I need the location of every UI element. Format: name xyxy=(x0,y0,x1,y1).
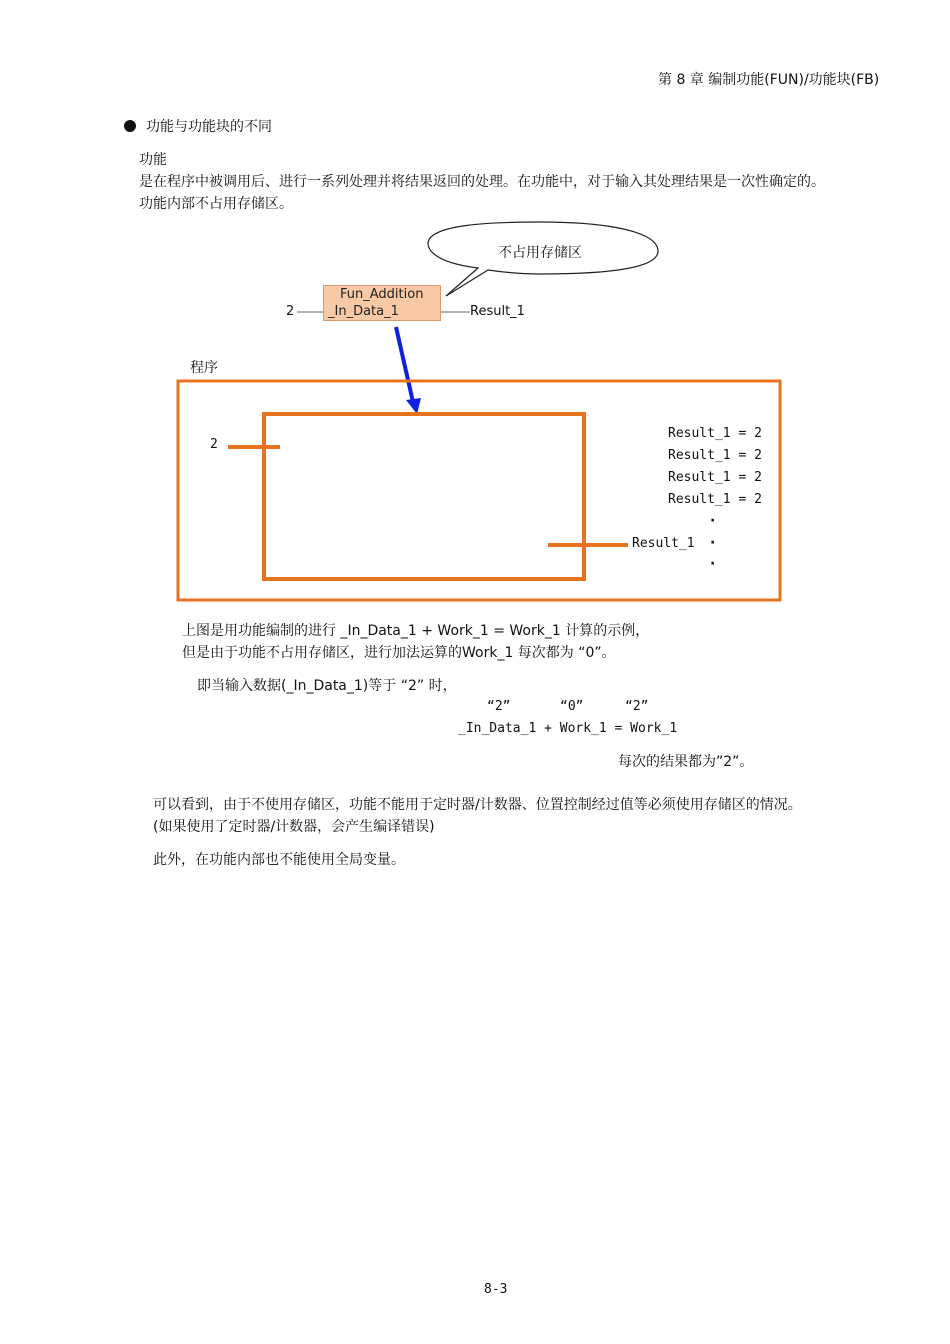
result-statement: 每次的结果都为”2”。 xyxy=(618,754,754,770)
fb-output-label: Result_1 xyxy=(470,304,525,319)
continuation-dot: · xyxy=(710,556,716,572)
continuation-dot: · xyxy=(710,513,716,529)
function-definition-line1: 是在程序中被调用后、进行一系列处理并将结果返回的处理。在功能中，对于输入其处理结果是一次性确定的。 xyxy=(139,174,825,190)
value-label: “0” xyxy=(560,699,584,714)
continuation-dot: · xyxy=(710,535,716,551)
function-definition-line2: 功能内部不占用存储区。 xyxy=(139,196,293,212)
note-line2: (如果使用了定时器/计数器，会产生编译错误) xyxy=(153,819,435,835)
result-line: Result_1 = 2 xyxy=(668,426,762,441)
explanation-line1: 上图是用功能编制的进行 _In_Data_1 + Work_1 = Work_1 计算的示例， xyxy=(182,623,650,639)
inner-input-value: 2 xyxy=(210,437,218,452)
result-line: Result_1 = 2 xyxy=(668,448,762,463)
inner-output-label: Result_1 xyxy=(632,536,695,551)
note-line1: 可以看到，由于不使用存储区，功能不能用于定时器/计数器、位置控制经过值等必须使用存储区的情况。 xyxy=(153,797,802,813)
fb-input: _In_Data_1 xyxy=(328,304,399,319)
bubble-text: 不占用存储区 xyxy=(498,245,582,261)
chapter-header: 第 8 章 编制功能(FUN)/功能块(FB) xyxy=(658,72,880,88)
call-arrow-head xyxy=(406,398,421,414)
fb-input-value: 2 xyxy=(286,304,295,319)
function-heading: 功能 xyxy=(139,152,167,168)
call-arrow-line xyxy=(396,327,413,402)
function-block-frame xyxy=(264,414,584,579)
section-title: 功能与功能块的不同 xyxy=(146,119,272,135)
formula: _In_Data_1 + Work_1 = Work_1 xyxy=(458,721,678,736)
value-label: “2” xyxy=(625,699,649,714)
fb-name: Fun_Addition xyxy=(340,287,424,302)
page-number: 8-3 xyxy=(484,1282,508,1297)
explanation-line2: 但是由于功能不占用存储区，进行加法运算的Work_1 每次都为 “0”。 xyxy=(182,645,616,661)
result-line: Result_1 = 2 xyxy=(668,470,762,485)
result-line: Result_1 = 2 xyxy=(668,492,762,507)
program-label: 程序 xyxy=(190,360,218,376)
note-line3: 此外，在功能内部也不能使用全局变量。 xyxy=(153,852,405,868)
value-label: “2” xyxy=(487,699,511,714)
explanation-line3: 即当输入数据(_In_Data_1)等于 “2” 时， xyxy=(197,678,457,694)
